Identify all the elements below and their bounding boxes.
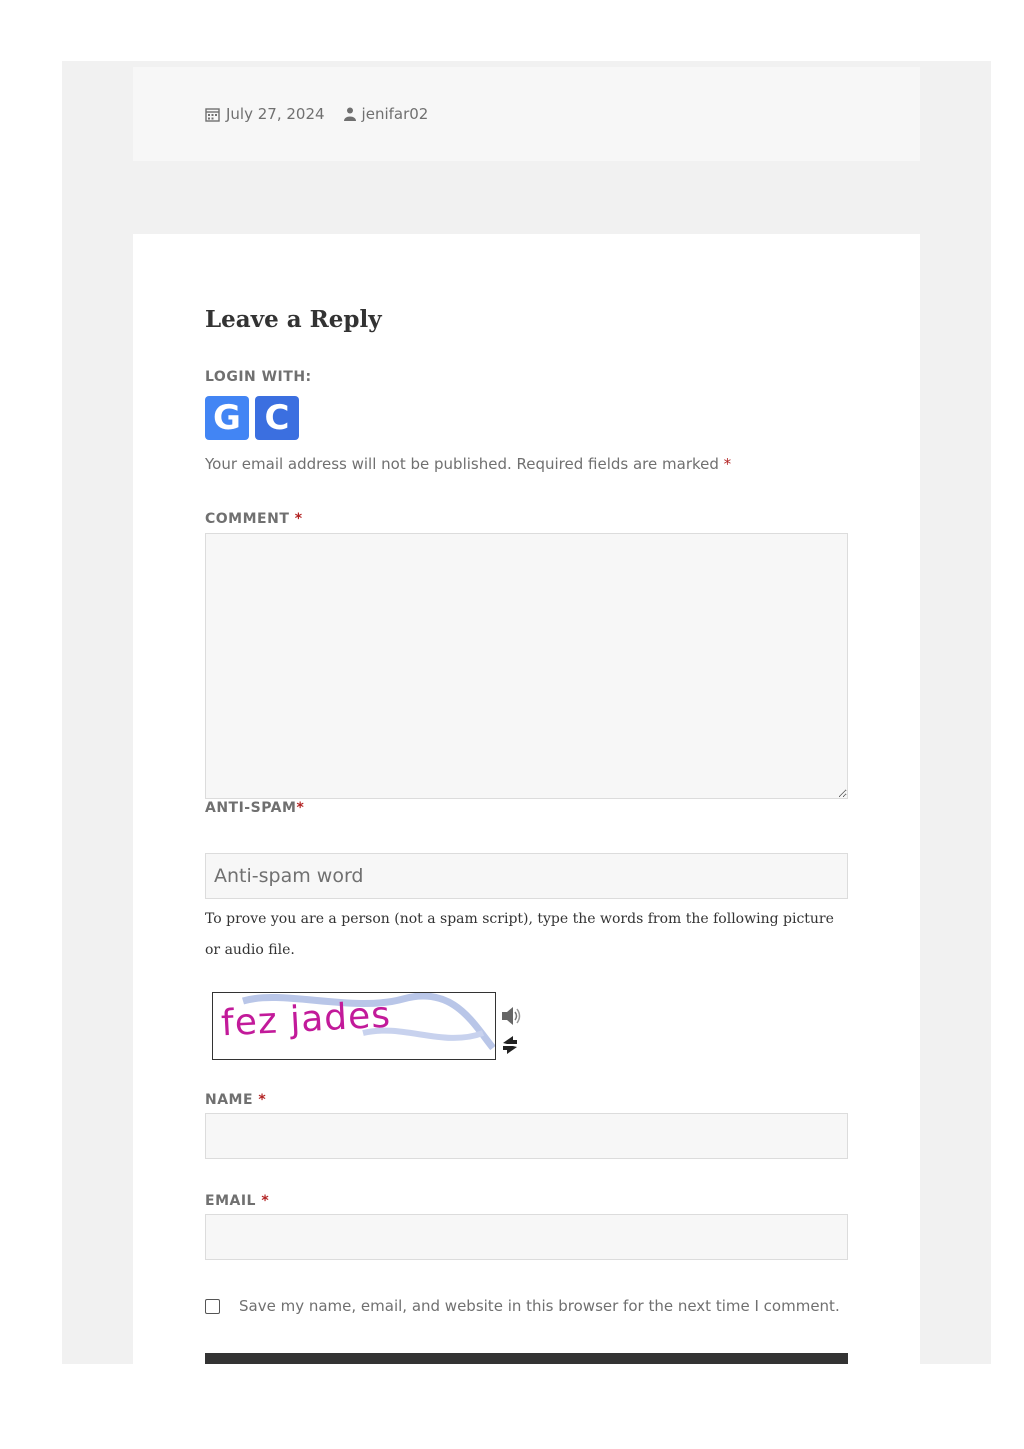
login-with-label: LOGIN WITH:	[205, 369, 312, 385]
antispam-label	[205, 800, 304, 816]
comment-label-text: COMMENT	[205, 511, 290, 527]
social-login	[205, 396, 305, 440]
required-mark: *	[261, 1193, 270, 1209]
calendar-icon	[205, 107, 220, 122]
post-meta	[205, 105, 428, 123]
c-login-button[interactable]	[255, 396, 299, 440]
comment-notes	[205, 455, 731, 473]
google-login-button[interactable]	[205, 396, 249, 440]
reply-title: Leave a Reply	[205, 306, 382, 333]
speaker-icon[interactable]	[501, 1006, 523, 1026]
comments-area	[133, 234, 920, 1364]
email-label-text: EMAIL	[205, 1193, 256, 1209]
comment-label	[205, 511, 303, 527]
antispam-input[interactable]	[205, 853, 848, 899]
comment-textarea[interactable]	[205, 533, 848, 799]
required-mark: *	[296, 800, 305, 816]
c-icon: C	[264, 398, 290, 438]
email-input[interactable]	[205, 1214, 848, 1260]
user-icon	[344, 107, 356, 121]
cookies-consent-label: Save my name, email, and website in this browser for the next time I comment.	[239, 1297, 840, 1315]
captcha-image	[212, 992, 496, 1060]
antispam-label-text: ANTI-SPAM	[205, 800, 297, 816]
posted-on	[205, 105, 325, 123]
name-input[interactable]	[205, 1113, 848, 1159]
name-label-text: NAME	[205, 1092, 254, 1108]
name-label	[205, 1092, 266, 1108]
byline	[344, 105, 429, 123]
post-comment-button[interactable]	[205, 1353, 848, 1364]
captcha-word: fez jades	[220, 994, 392, 1045]
post-date-link[interactable]: July 27, 2024	[226, 105, 325, 123]
cookies-checkbox[interactable]	[205, 1299, 220, 1314]
author-link[interactable]: jenifar02	[361, 105, 429, 123]
notes-text: Your email address will not be published. Required fields are marked	[205, 455, 719, 473]
cookies-consent	[205, 1297, 840, 1315]
page-background	[62, 61, 991, 1364]
antispam-help: To prove you are a person (not a spam script), type the words from the following picture or audio file.	[205, 911, 834, 958]
required-mark: *	[723, 455, 732, 473]
entry-footer	[133, 67, 920, 161]
email-label	[205, 1193, 269, 1209]
refresh-icon[interactable]	[501, 1034, 519, 1056]
google-icon: G	[213, 398, 241, 438]
required-mark: *	[294, 511, 303, 527]
required-mark: *	[258, 1092, 267, 1108]
